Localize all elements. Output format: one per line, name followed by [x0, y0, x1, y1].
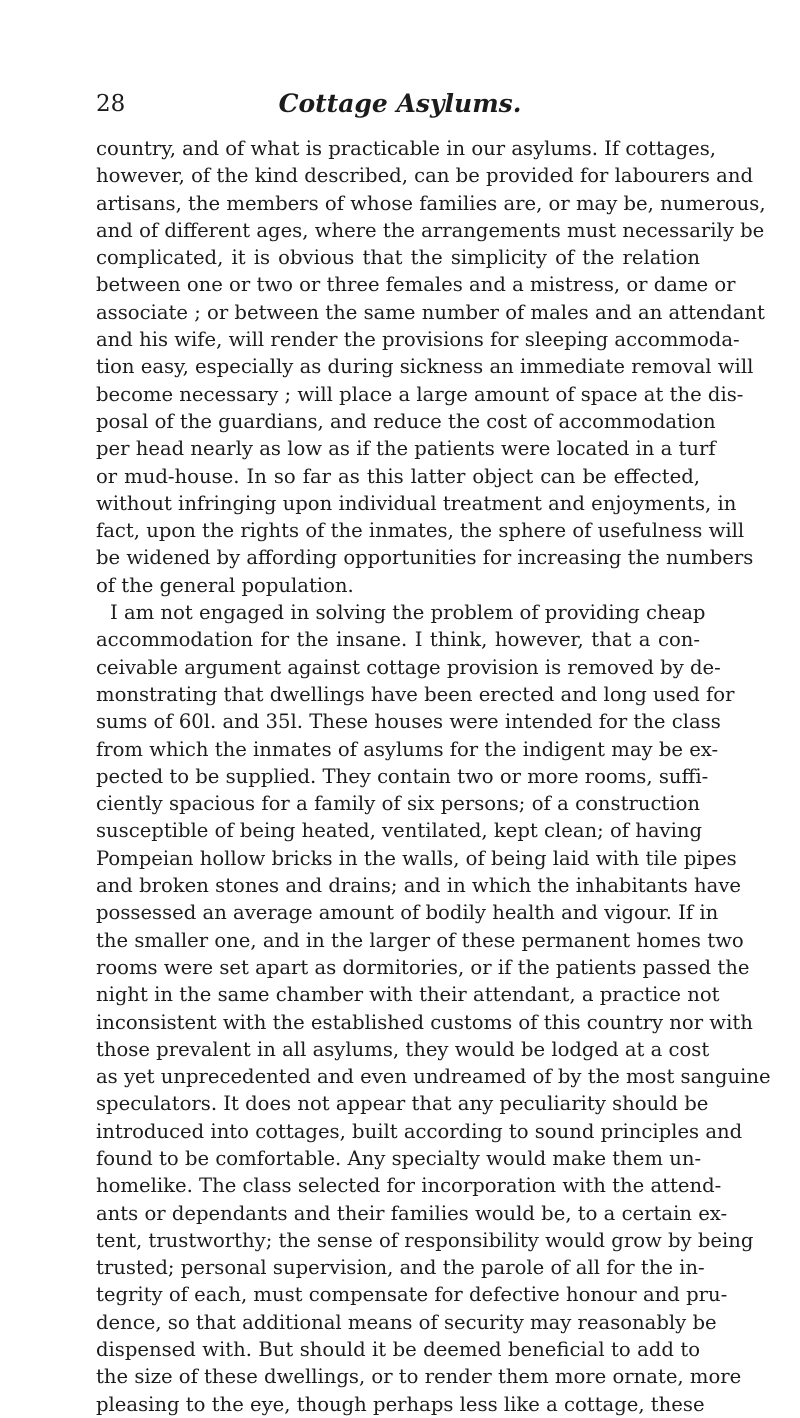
text-line: susceptible of being heated, ventilated, kept clean; of having [96, 819, 703, 843]
text-line: inconsistent with the established customs of this country nor with [96, 1010, 753, 1034]
text-line: between one or two or three females and a mistress, or dame or [96, 273, 736, 297]
text-line: dence, so that additional means of security may reasonably be [96, 1310, 717, 1334]
text-line: accommodation for the insane. I think, however, that a con- [96, 628, 700, 652]
text-line: pected to be supplied. They contain two or more rooms, suffi- [96, 764, 709, 788]
text-line: possessed an average amount of bodily health and vigour. If in [96, 901, 719, 925]
text-line: without infringing upon individual treatment and enjoyments, in [96, 491, 737, 515]
text-line: pleasing to the eye, though perhaps less like a cottage, these [96, 1392, 705, 1416]
text-line: those prevalent in all asylums, they would be lodged at a cost [96, 1037, 710, 1061]
page-header [96, 84, 704, 124]
text-line: speculators. It does not appear that any peculiarity should be [96, 1092, 709, 1116]
text-line: tent, trustworthy; the sense of responsibility would grow by being [96, 1228, 754, 1252]
text-line: however, of the kind described, can be provided for labourers and [96, 164, 754, 188]
text-line: posal of the guardians, and reduce the cost of accommodation [96, 409, 716, 433]
text-line: ants or dependants and their families would be, to a certain ex- [96, 1201, 728, 1225]
text-line: dispensed with. But should it be deemed beneficial to add to [96, 1338, 700, 1362]
text-line: tegrity of each, must compensate for defective honour and pru- [96, 1283, 728, 1307]
text-line: country, and of what is practicable in our asylums. If cottages, [96, 137, 716, 160]
text-line: and of different ages, where the arrangements must necessarily be [96, 218, 765, 242]
text-line: per head nearly as low as if the patients were located in a turf [96, 437, 716, 461]
text-line: sums of 60l. and 35l. These houses were intended for the class [96, 710, 721, 734]
text-line: tion easy, especially as during sickness an immediate removal will [96, 355, 754, 379]
page-number: 28 [96, 91, 126, 117]
text-line: ceivable argument against cottage provision is removed by de- [96, 655, 721, 679]
text-line: Pompeian hollow bricks in the walls, of being laid with tile pipes [96, 846, 737, 870]
text-line: I am not engaged in solving the problem of providing cheap [110, 601, 706, 625]
text-line: complicated, it is obvious that the simplicity of the relation [96, 246, 700, 270]
text-line: the smaller one, and in the larger of these permanent homes two [96, 928, 744, 952]
text-line: artisans, the members of whose families are, or may be, numerous, [96, 191, 766, 215]
text-line: become necessary ; will place a large amount of space at the dis- [96, 382, 744, 406]
text-line: homelike. The class selected for incorporation with the attend- [96, 1174, 722, 1198]
text-line: as yet unprecedented and even undreamed of by the most sanguine [96, 1065, 771, 1089]
body-text [96, 135, 771, 1418]
text-line: or mud-house. In so far as this latter object can be effected, [96, 464, 700, 488]
text-line: found to be comfortable. Any specialty would make them un- [96, 1146, 702, 1170]
text-line: night in the same chamber with their attendant, a practice not [96, 983, 720, 1007]
text-line: associate ; or between the same number of males and an attendant [96, 300, 765, 324]
text-line: introduced into cottages, built according to sound principles and [96, 1119, 743, 1143]
text-line: be widened by affording opportunities for increasing the numbers [96, 546, 754, 570]
text-line: and his wife, will render the provisions for sleeping accommoda- [96, 328, 740, 352]
text-line: monstrating that dwellings have been erected and long used for [96, 682, 735, 706]
text-line: from which the inmates of asylums for the indigent may be ex- [96, 737, 719, 761]
running-title: Cottage Asylums. [278, 89, 522, 118]
text-line: ciently spacious for a family of six persons; of a construction [96, 792, 700, 816]
text-line: of the general population. [96, 573, 354, 597]
text-line: trusted; personal supervision, and the parole of all for the in- [96, 1256, 705, 1280]
text-line: the size of these dwellings, or to render them more ornate, more [96, 1365, 742, 1389]
text-line: rooms were set apart as dormitories, or if the patients passed the [96, 955, 750, 979]
text-line: fact, upon the rights of the inmates, the sphere of usefulness will [96, 519, 745, 543]
text-line: and broken stones and drains; and in which the inhabitants have [96, 874, 742, 898]
